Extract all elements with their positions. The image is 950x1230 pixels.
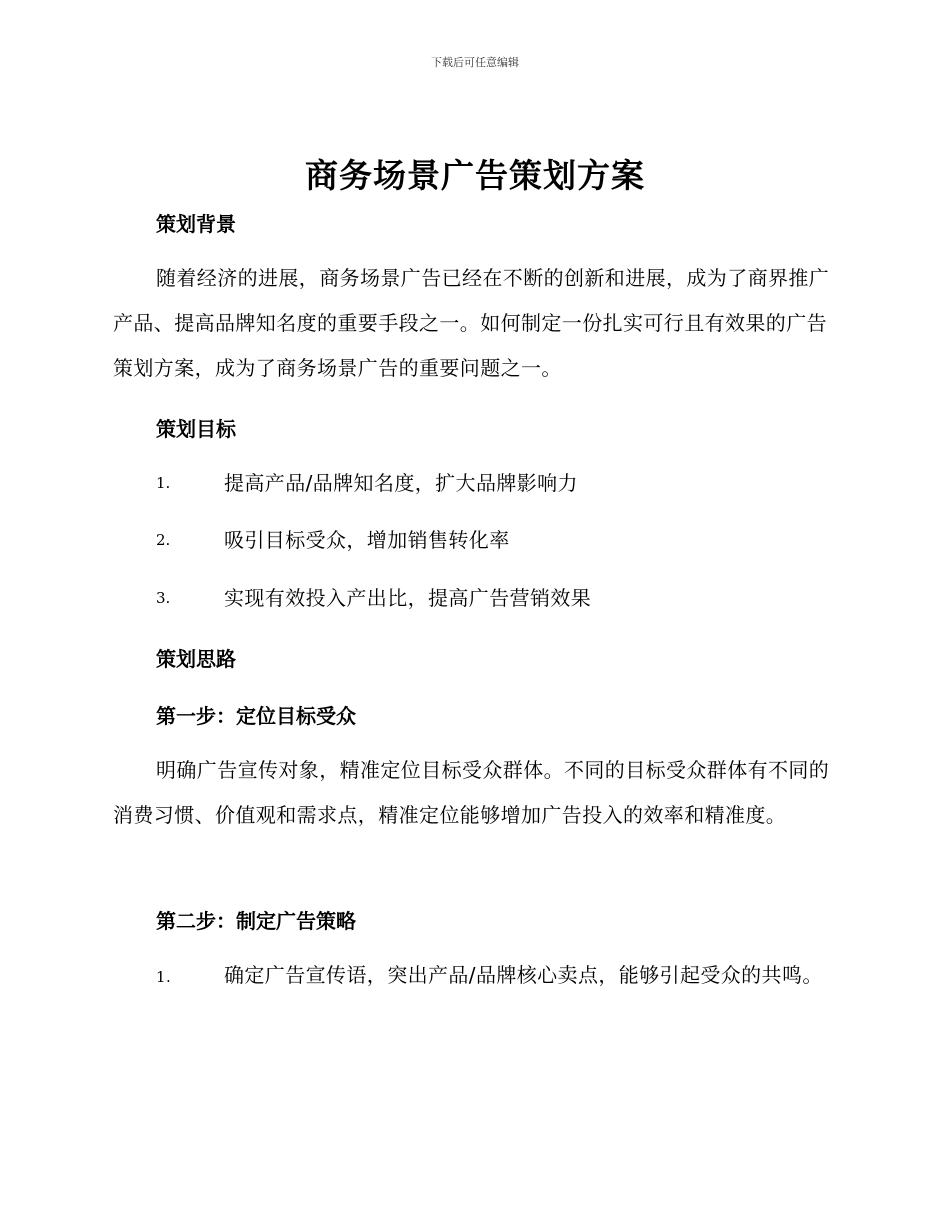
list-number: 1. — [156, 968, 172, 986]
section-heading-approach: 策划思路 — [156, 647, 236, 671]
list-number: 3. — [156, 589, 171, 607]
background-paragraph: 随着经济的进展，商务场景广告已经在不断的创新和进展，成为了商界推广产品、提高品牌知名度的重要手段之一。如何制定一份扎实可行且有效果的广告策划方案，成为了商务场景广告的重要问题之一。 — [113, 266, 830, 380]
list-text: 确定广告宣传语，突出产品/品牌核心卖点，能够引起受众的共鸣。 — [224, 963, 823, 987]
list-number: 2. — [156, 531, 171, 549]
step1-paragraph: 明确广告宣传对象，精准定位目标受众群体。不同的目标受众群体有不同的消费习惯、价值观和需求点，精准定位能够增加广告投入的效率和精准度。 — [113, 758, 830, 827]
list-number: 1. — [156, 474, 171, 492]
list-text: 吸引目标受众，增加销售转化率 — [224, 528, 510, 552]
document-title: 商务场景广告策划方案 — [305, 156, 645, 195]
page-header-note: 下载后可任意编辑 — [431, 56, 519, 69]
step2-heading: 第二步：制定广告策略 — [156, 909, 356, 933]
section-heading-background: 策划背景 — [156, 212, 236, 236]
strategy-list-item — [113, 953, 833, 1000]
section-heading-goals: 策划目标 — [156, 417, 236, 441]
step1-heading: 第一步：定位目标受众 — [156, 704, 356, 728]
list-text: 实现有效投入产出比，提高广告营销效果 — [224, 586, 592, 610]
list-text: 提高产品/品牌知名度，扩大品牌影响力 — [224, 471, 578, 495]
